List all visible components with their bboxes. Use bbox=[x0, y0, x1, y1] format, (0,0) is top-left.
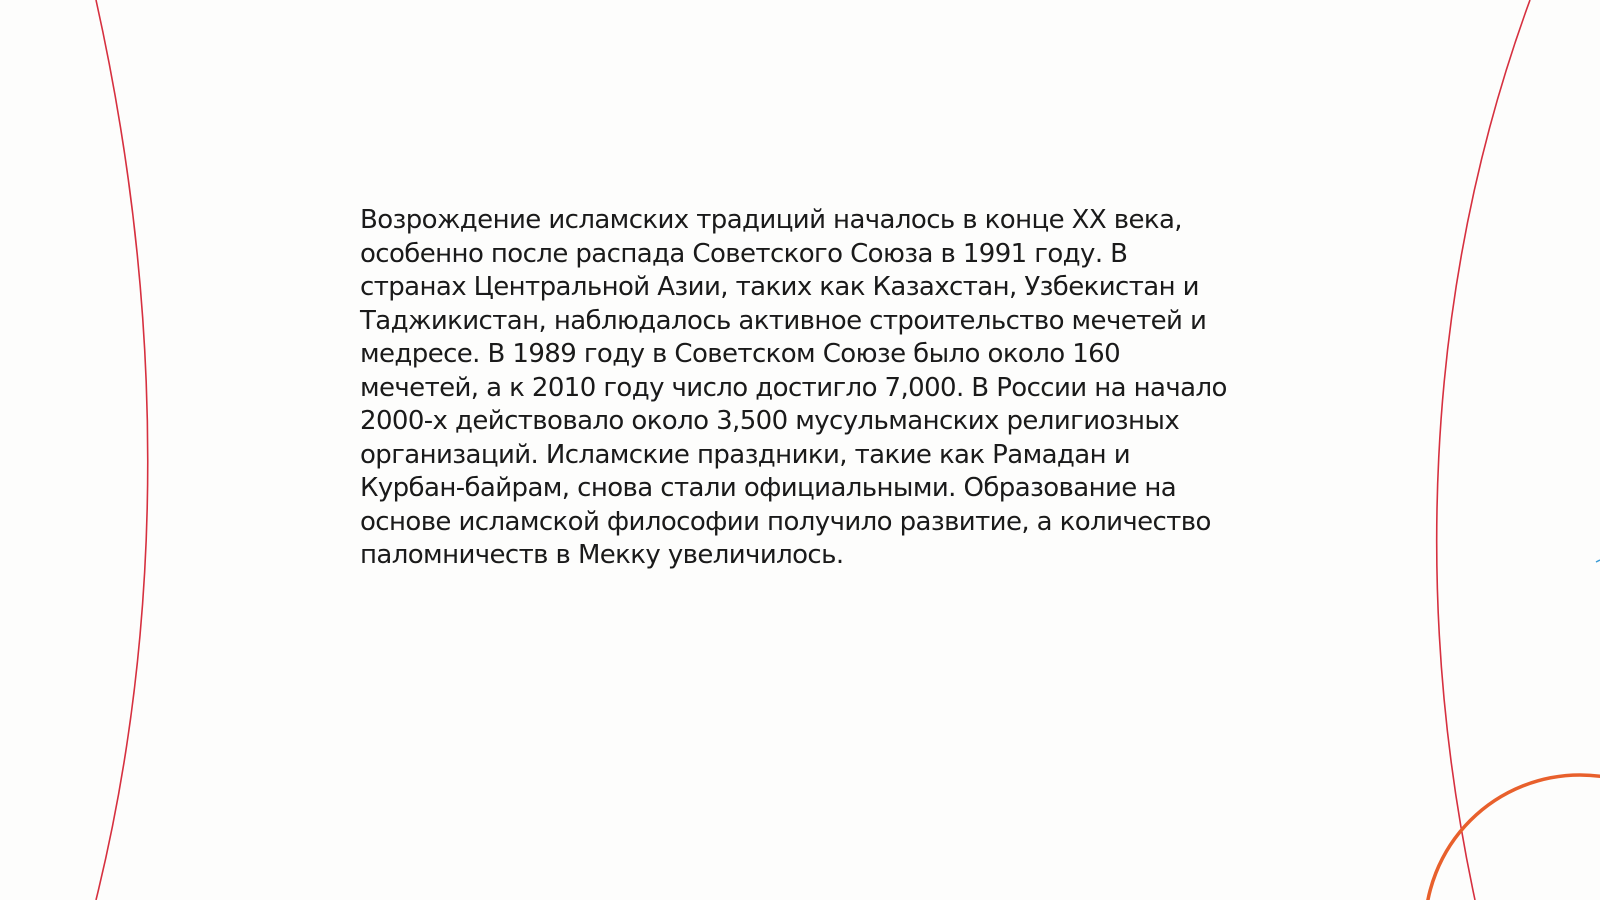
small-edge-mark bbox=[1596, 560, 1600, 562]
slide-body-text: Возрождение исламских традиций началось в конце XX века, особенно после распада Советского Союза в 1991 году. В странах Центральной Азии, таких как Казахстан, Узбекистан и Таджикистан, наблюдалось активное строительство мечетей и медресе. В 1989 году в Советском Союзе было около 160 мечетей, а к 2010 году число достигло 7,000. В России на начало 2000-х действовало около 3,500 мусульманских религиозных организаций. Исламские праздники, такие как Рамадан и Курбан-байрам, снова стали официальными. Образование на основе исламской философии получило развитие, а количество паломничеств в Мекку увеличилось. bbox=[360, 205, 1227, 570]
left-frame-curve bbox=[96, 0, 148, 900]
accent-ring bbox=[1425, 775, 1600, 900]
right-frame-curve bbox=[1437, 0, 1530, 900]
